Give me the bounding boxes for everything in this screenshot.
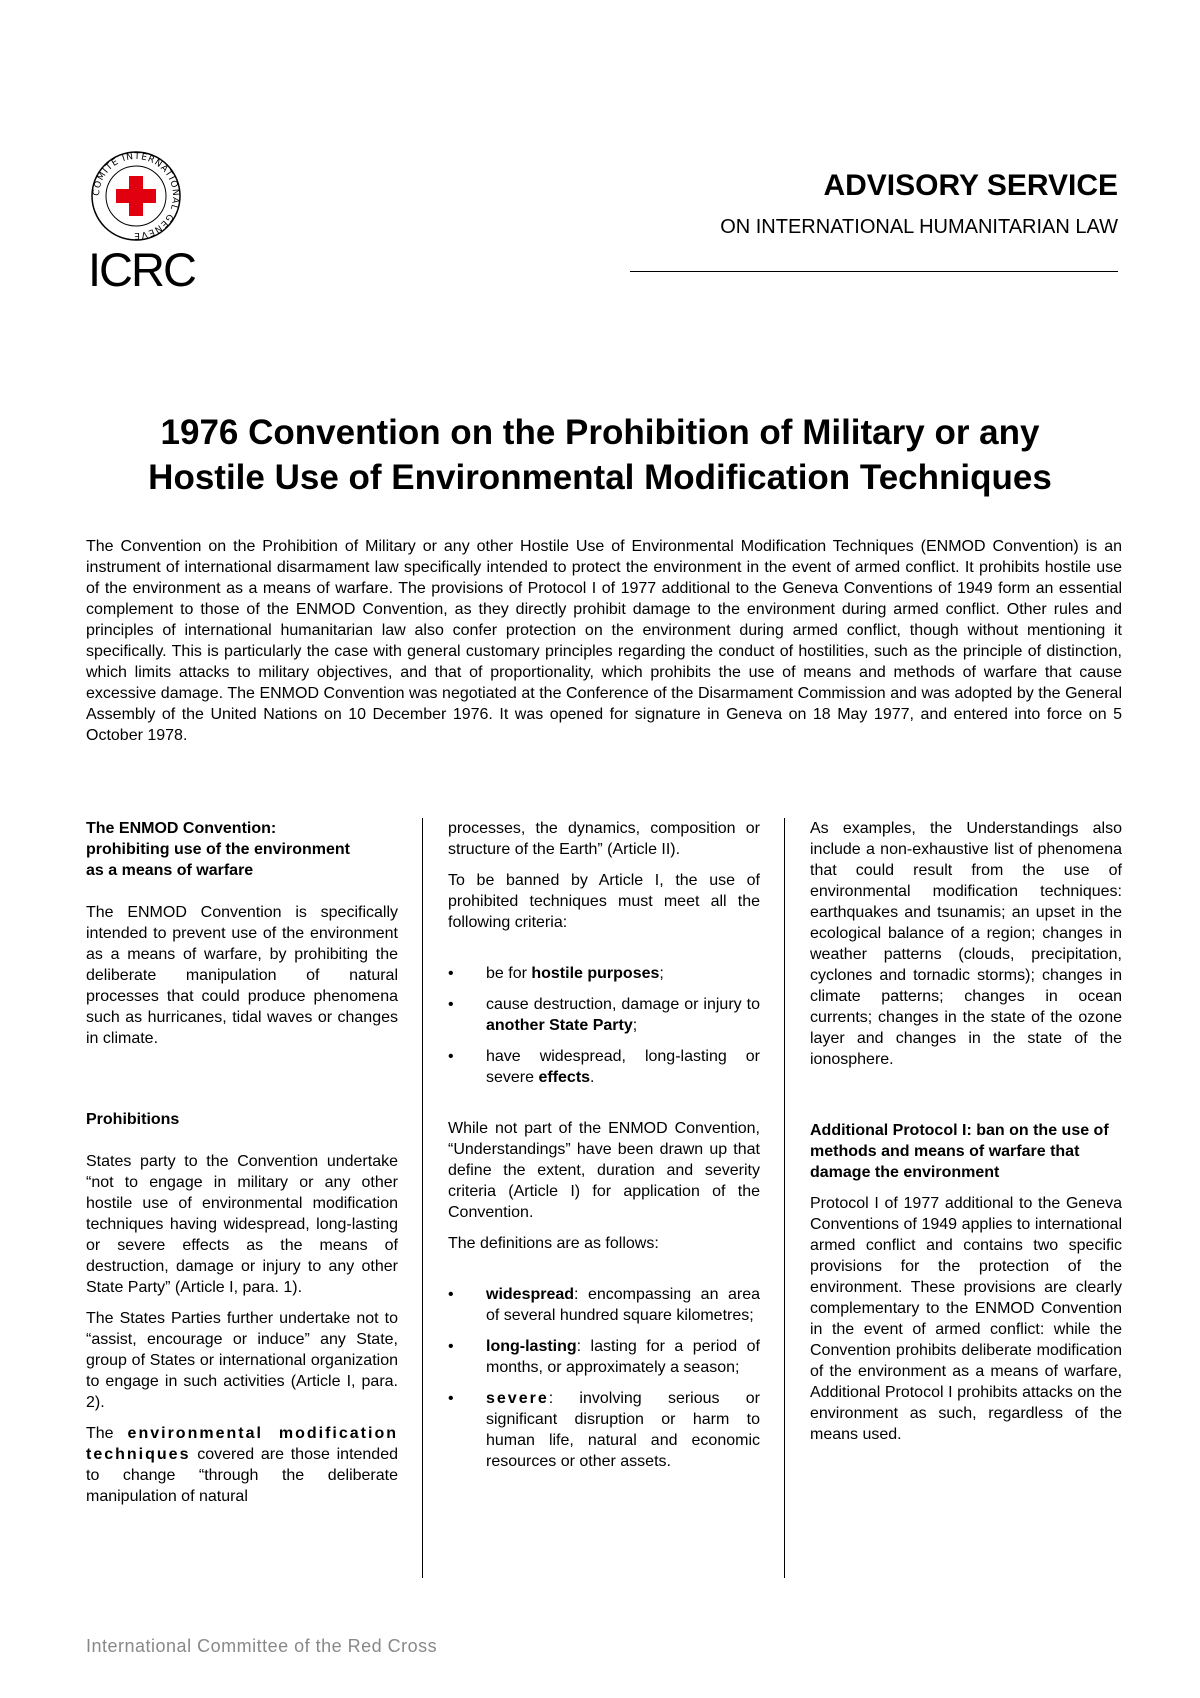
icrc-logo [88,148,208,296]
paragraph: The definitions are as follows: [448,1235,659,1252]
red-cross-emblem-icon [88,148,184,244]
paragraph: As examples, the Understandings also include a non-exhaustive list of phenomena that could result from the use of environmental modification techniques: earthquakes and tsunamis; an upset in the ecological balance of a region; changes in weather patterns (clouds, precipitation, cyclones and tornadic storms); changes in climate patterns; changes in ocean currents; changes in the state of the ozone layer and changes in the state of the ionosphere. [810,820,1122,1068]
section-heading-prohibitions: Prohibitions [86,1111,180,1128]
text-run: The [86,1425,128,1442]
text-run: covered are those intended to change “through the deliberate manipulation of natural [86,1446,398,1505]
text-run: : lasting for a period of months, or approximately a season; [486,1338,760,1376]
text-run-bold: another State Party [486,1017,633,1034]
paragraph: States party to the Convention undertake “not to engage in military or any other hostile use of environmental modification techniques having widespread, long-lasting or severe effects as the means of destruction, damage or injury to any other State Party” (Article I, para. 1). [86,1153,398,1296]
section-heading-enmod [86,818,398,881]
header-divider [630,271,1118,272]
text-run-bold: hostile purposes [531,965,660,982]
emblem-ring-text: COMITE INTERNATIONAL GENEVE [91,151,181,241]
paragraph [86,1423,398,1507]
text-run-bold: environmental modification techniques [86,1425,398,1463]
column-2 [448,818,760,1486]
advisory-header [720,168,1118,239]
list-item [448,994,760,1036]
column-1 [86,818,398,1517]
document-title [85,410,1115,500]
definitions-list [448,1284,760,1472]
heading-line: prohibiting use of the environment [86,841,350,858]
paragraph: The States Parties further undertake not to “assist, encourage or induce” any State, group of States or international organization to engage in such activities (Article I, para. 2). [86,1310,398,1411]
list-item [448,963,760,984]
column-3 [810,818,1122,1455]
text-run: ; [632,1017,638,1034]
page-footer: International Committee of the Red Cross [86,1636,438,1656]
intro-paragraph: The Convention on the Prohibition of Military or any other Hostile Use of Environmental Modification Techniques (ENMOD Convention) is an instrument of international disarmament law specifically intended to protect the environment in the event of armed conflict. It prohibits hostile use of the environment as a means of warfare. The provisions of Protocol I of 1977 additional to the Geneva Conventions of 1949 form an essential complement to those of the ENMOD Convention, as they directly prohibit damage to the environment during armed conflict. Other rules and principles of international humanitarian law also confer protection on the environment during armed conflict, though without mentioning it specifically. This is particularly the case with general customary principles regarding the conduct of hostilities, such as the principle of distinction, which limits attacks to military objectives, and that of proportionality, which prohibits the use of means and methods of warfare that cause excessive damage. The ENMOD Convention was negotiated at the Conference of the Disarmament Commission and was adopted by the General Assembly of the United Nations on 10 December 1976. It was opened for signature in Geneva on 18 May 1977, and entered into force on 5 October 1978. [86,538,1122,744]
text-run: ; [659,965,664,982]
list-item [448,1336,760,1378]
text-run: cause destruction, damage or injury to [486,996,760,1013]
list-item [448,1284,760,1326]
text-run: . [590,1069,595,1086]
heading-line: as a means of warfare [86,862,254,879]
text-run-bold: severe [486,1390,549,1407]
text-run-bold: effects [538,1069,591,1086]
text-run: : involving serious or significant disruption or harm to human life, natural and economic resources or other assets. [486,1390,760,1470]
column-divider [422,818,423,1578]
advisory-title: ADVISORY SERVICE [823,169,1118,202]
list-item [448,1388,760,1472]
text-run: be for [486,965,532,982]
criteria-list [448,963,760,1088]
paragraph: Protocol I of 1977 additional to the Geneva Conventions of 1949 applies to international armed conflict and contains two specific provisions for the protection of the environment. These provisions are clearly complementary to the ENMOD Convention in the event of armed conflict: while the Convention prohibits deliberate modification of the environment as a means of warfare, Additional Protocol I prohibits attacks on the environment as such, regardless of the means used. [810,1195,1122,1443]
paragraph: While not part of the ENMOD Convention, “Understandings” have been drawn up that define the extent, duration and severity criteria (Article I) for application of the Convention. [448,1120,760,1221]
text-run: : encompassing an area of several hundred square kilometres; [486,1286,760,1324]
logo-wordmark: ICRC [88,243,195,296]
title-line-2: Hostile Use of Environmental Modification Techniques [148,458,1052,497]
paragraph: processes, the dynamics, composition or structure of the Earth” (Article II). [448,820,760,858]
text-run-bold: widespread [486,1286,575,1303]
title-line-1: 1976 Convention on the Prohibition of Military or any [160,413,1040,452]
text-run: have widespread, long-lasting or severe [486,1048,760,1086]
list-item [448,1046,760,1088]
heading-line: The ENMOD Convention: [86,820,277,837]
paragraph: The ENMOD Convention is specifically intended to prevent use of the environment as a means of warfare, by prohibiting the deliberate manipulation of natural processes that could produce phenomena such as hurricanes, tidal waves or changes in climate. [86,904,398,1047]
paragraph: To be banned by Article I, the use of prohibited techniques must meet all the following criteria: [448,872,760,931]
column-divider [784,818,785,1578]
advisory-subtitle: ON INTERNATIONAL HUMANITARIAN LAW [720,216,1118,238]
section-heading-protocol: Additional Protocol I: ban on the use of methods and means of warfare that damage the environment [810,1122,1109,1181]
text-run-bold: long-lasting [486,1338,577,1355]
